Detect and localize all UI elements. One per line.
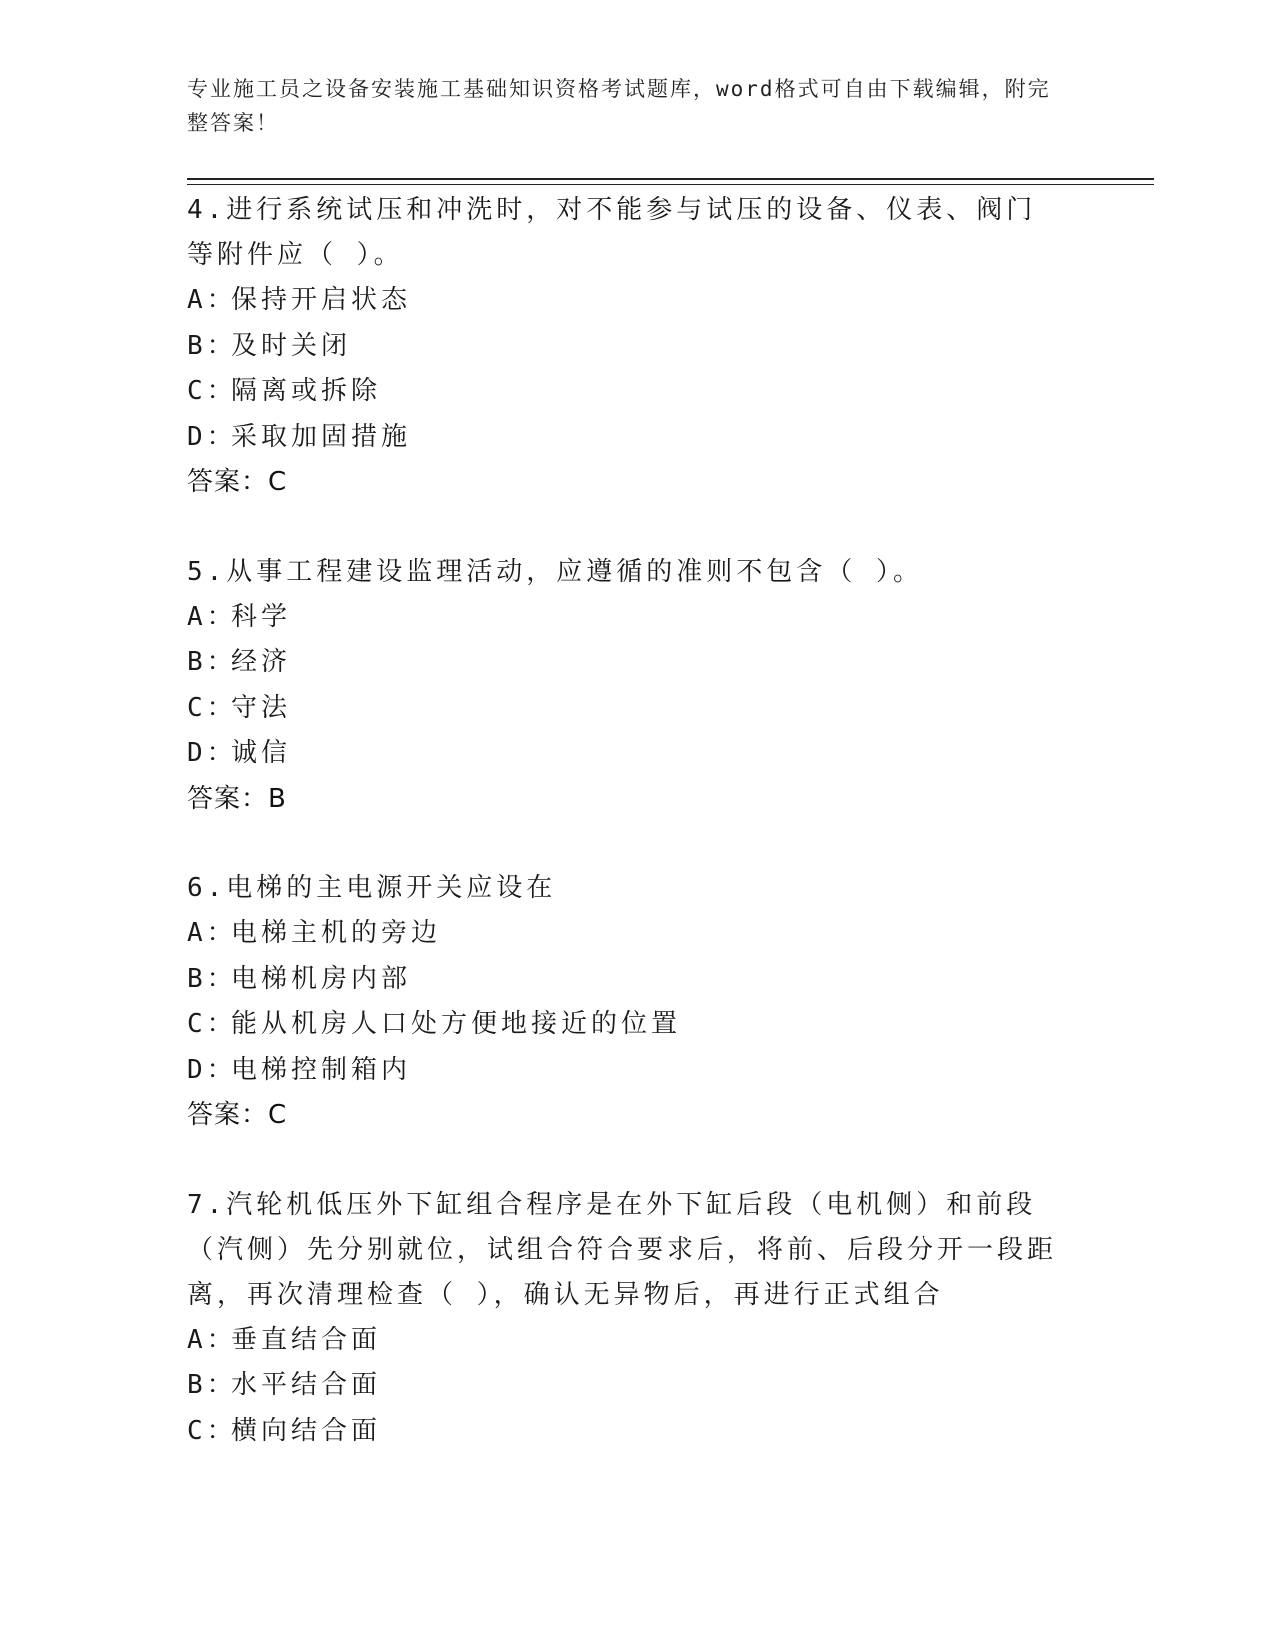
answer-line: 答案：C <box>187 467 288 497</box>
option-c <box>187 369 1087 415</box>
option-letter: B： <box>187 1370 237 1400</box>
option-text: 电梯主机的旁边 <box>231 918 442 948</box>
option-d <box>187 731 1087 777</box>
option-letter: B： <box>187 647 237 677</box>
answer-line: 答案：C <box>187 1100 288 1130</box>
option-text: 采取加固措施 <box>231 421 412 452</box>
option-a <box>187 278 1087 324</box>
option-letter: C： <box>187 1415 237 1446</box>
option-text: 横向结合面 <box>231 1415 382 1446</box>
page-header: 专业施工员之设备安装施工基础知识资格考试题库，word格式可自由下载编辑，附完整答案！ <box>187 77 1051 135</box>
option-letter: C： <box>187 692 237 723</box>
option-text: 经济 <box>231 647 292 677</box>
option-text: 及时关闭 <box>231 330 352 361</box>
option-text: 科学 <box>231 601 292 632</box>
question-stem: 4.进行系统试压和冲洗时，对不能参与试压的设备、仪表、阀门等附件应（ ）。 <box>187 195 1037 270</box>
question-stem: 5.从事工程建设监理活动，应遵循的准则不包含（ ）。 <box>187 556 923 587</box>
option-text: 诚信 <box>231 738 292 768</box>
option-letter: C： <box>187 1009 237 1039</box>
option-b <box>187 640 1087 686</box>
option-text: 隔离或拆除 <box>231 376 382 406</box>
option-letter: B： <box>187 963 237 994</box>
option-c <box>187 686 1087 732</box>
answer-line: 答案：B <box>187 783 287 814</box>
question-stem: 7.汽轮机低压外下缸组合程序是在外下缸后段（电机侧）和前段（汽侧）先分别就位，试组合符合要求后，将前、后段分开一段距离，再次清理检查（ ），确认无异物后，再进行正式组合 <box>187 1189 1058 1310</box>
option-a <box>187 1318 1087 1364</box>
option-b <box>187 324 1087 370</box>
option-b <box>187 1363 1087 1409</box>
option-c <box>187 1409 1087 1455</box>
option-text: 水平结合面 <box>231 1370 382 1400</box>
header-divider-thick <box>187 178 1154 180</box>
question-5 <box>187 550 1087 823</box>
option-letter: D： <box>187 421 237 452</box>
question-7 <box>187 1183 1087 1455</box>
option-b <box>187 957 1087 1003</box>
option-d <box>187 1048 1087 1094</box>
option-c <box>187 1002 1087 1048</box>
option-letter: D： <box>187 1054 237 1085</box>
option-text: 垂直结合面 <box>231 1324 382 1355</box>
header-divider-thin <box>187 184 1154 185</box>
option-d <box>187 415 1087 461</box>
option-letter: B： <box>187 330 237 361</box>
option-letter: A： <box>187 601 237 632</box>
question-6 <box>187 866 1087 1139</box>
question-list <box>187 188 1087 1498</box>
option-letter: A： <box>187 918 237 948</box>
option-letter: A： <box>187 1324 237 1355</box>
option-letter: D： <box>187 738 237 768</box>
option-text: 电梯机房内部 <box>231 963 412 994</box>
option-a <box>187 595 1087 641</box>
option-text: 保持开启状态 <box>231 285 412 315</box>
option-a <box>187 911 1087 957</box>
option-text: 能从机房人口处方便地接近的位置 <box>231 1009 682 1039</box>
question-4 <box>187 188 1087 506</box>
option-letter: A： <box>187 285 237 315</box>
option-text: 电梯控制箱内 <box>231 1054 412 1085</box>
question-stem: 6.电梯的主电源开关应设在 <box>187 873 557 903</box>
option-text: 守法 <box>231 692 292 723</box>
option-letter: C： <box>187 376 237 406</box>
